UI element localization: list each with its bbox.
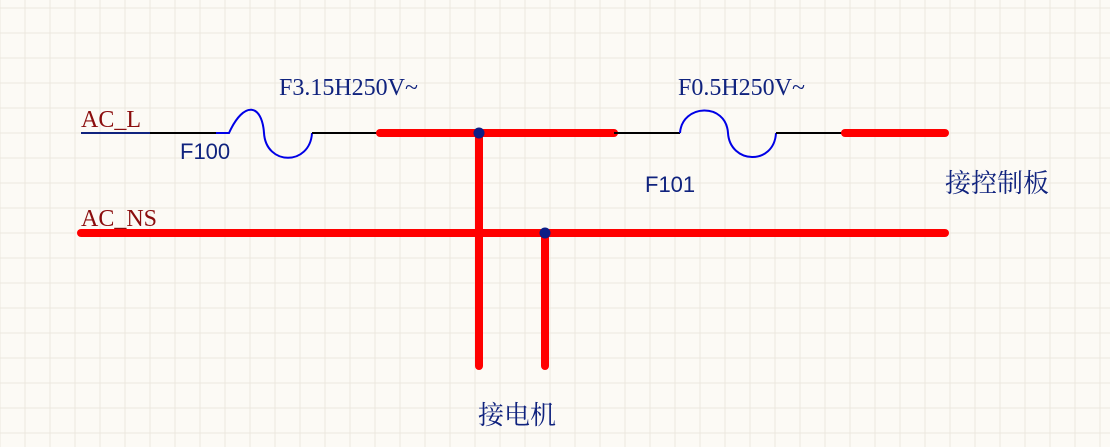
net-label-ac-ns: AC_NS	[81, 206, 158, 232]
fuse-f101-rating: F0.5H250V~	[678, 75, 805, 101]
fuse-f101-designator: F101	[645, 172, 696, 197]
fuse-f100-rating: F3.15H250V~	[279, 75, 418, 101]
fuse-f100-symbol[interactable]	[216, 110, 312, 158]
junction-live[interactable]	[474, 128, 485, 139]
junction-neutral[interactable]	[540, 228, 551, 239]
net-label-ac-l: AC_L	[81, 107, 141, 133]
fuse-f101-symbol[interactable]	[680, 110, 776, 157]
fuse-f100-designator: F100	[180, 139, 231, 164]
port-label-motor: 接电机	[478, 401, 557, 431]
port-label-control-board: 接控制板	[945, 169, 1050, 199]
